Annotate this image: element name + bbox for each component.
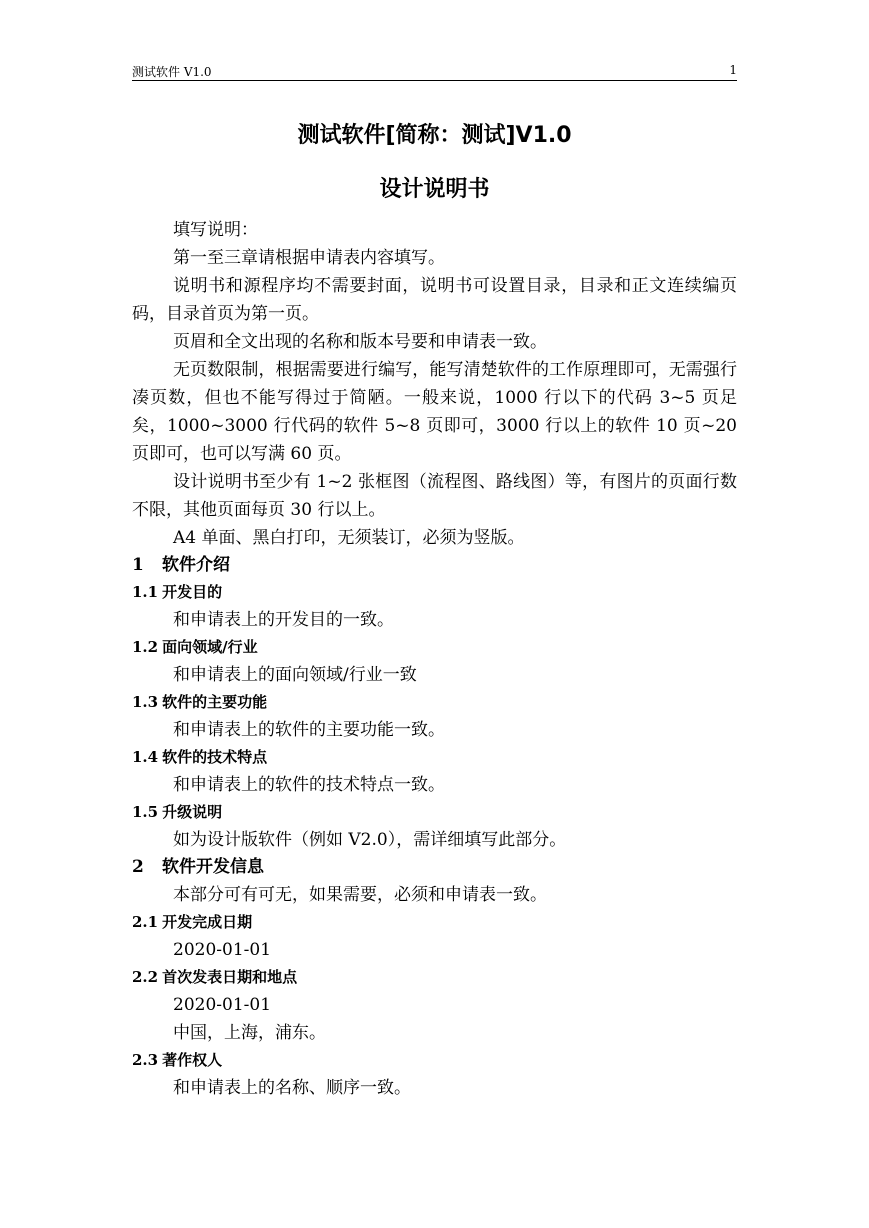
document-body (132, 216, 737, 1102)
section-heading (132, 854, 737, 881)
subsection-title: 开发完成日期 (162, 913, 253, 931)
subsection-title: 开发目的 (162, 583, 223, 601)
subsection-heading (132, 579, 737, 606)
section-title: 软件介绍 (162, 555, 230, 575)
section-paragraph: 和申请表上的软件的主要功能一致。 (173, 720, 445, 740)
subsection-number: 1.5 (132, 803, 159, 821)
subsection-heading (132, 799, 737, 826)
subsection-title: 软件的技术特点 (162, 748, 268, 766)
subsection-heading (132, 909, 737, 936)
subsection-number: 2.3 (132, 1051, 159, 1069)
section-paragraph: 中国，上海，浦东。 (173, 1023, 326, 1043)
subsection-heading (132, 1047, 737, 1074)
subsection-number: 1.1 (132, 583, 159, 601)
section-paragraph: 本部分可有可无，如果需要，必须和申请表一致。 (173, 885, 547, 905)
section-paragraph: 和申请表上的开发目的一致。 (173, 610, 394, 630)
section-paragraph: 2020-01-01 (173, 940, 272, 960)
section-paragraph: 和申请表上的名称、顺序一致。 (173, 1078, 411, 1098)
page-number: 1 (729, 63, 737, 77)
section-paragraph: 和申请表上的面向领域/行业一致 (173, 665, 417, 685)
intro-paragraph: A4 单面、黑白打印，无须装订，必须为竖版。 (173, 528, 525, 548)
section-number: 1 (132, 555, 144, 575)
subsection-number: 2.1 (132, 913, 159, 931)
intro-label: 填写说明： (173, 220, 258, 240)
document-title: 测试软件[简称：测试]V1.0 (297, 123, 572, 148)
intro-paragraph: 页眉和全文出现的名称和版本号要和申请表一致。 (173, 332, 547, 352)
subsection-number: 1.3 (132, 693, 159, 711)
subsection-title: 升级说明 (162, 803, 223, 821)
intro-paragraph: 第一至三章请根据申请表内容填写。 (173, 248, 445, 268)
page-header (132, 60, 737, 81)
subsection-heading (132, 744, 737, 771)
intro-paragraph: 说明书和源程序均不需要封面，说明书可设置目录，目录和正文连续编页码，目录首页为第一页。 (132, 276, 737, 324)
intro-paragraph: 设计说明书至少有 1~2 张框图（流程图、路线图）等，有图片的页面行数不限，其他页面每页 30 行以上。 (132, 472, 737, 520)
subsection-heading (132, 634, 737, 661)
subsection-title: 首次发表日期和地点 (162, 968, 298, 986)
subsection-heading (132, 964, 737, 991)
subsection-number: 1.4 (132, 748, 159, 766)
subsection-title: 面向领域/行业 (162, 638, 258, 656)
subsection-heading (132, 689, 737, 716)
subsection-number: 1.2 (132, 638, 159, 656)
section-paragraph: 2020-01-01 (173, 995, 272, 1015)
section-title: 软件开发信息 (162, 857, 264, 877)
intro-paragraph: 无页数限制，根据需要进行编写，能写清楚软件的工作原理即可，无需强行凑页数，但也不能写得过于简陋。一般来说，1000 行以下的代码 3~5 页足矣，1000~3000 行代码的软件 5~8 页即可，3000 行以上的软件 10 页~20 页即可，也可以写满 60 页。 (132, 360, 737, 464)
section-number: 2 (132, 857, 144, 877)
section-paragraph: 如为设计版软件（例如 V2.0），需详细填写此部分。 (173, 830, 567, 850)
subsection-title: 著作权人 (162, 1051, 223, 1069)
section-paragraph: 和申请表上的软件的技术特点一致。 (173, 775, 445, 795)
header-title: 测试软件 V1.0 (132, 65, 212, 79)
document-subtitle: 设计说明书 (379, 177, 490, 202)
subsection-number: 2.2 (132, 968, 159, 986)
subsection-title: 软件的主要功能 (162, 693, 268, 711)
section-heading (132, 552, 737, 579)
